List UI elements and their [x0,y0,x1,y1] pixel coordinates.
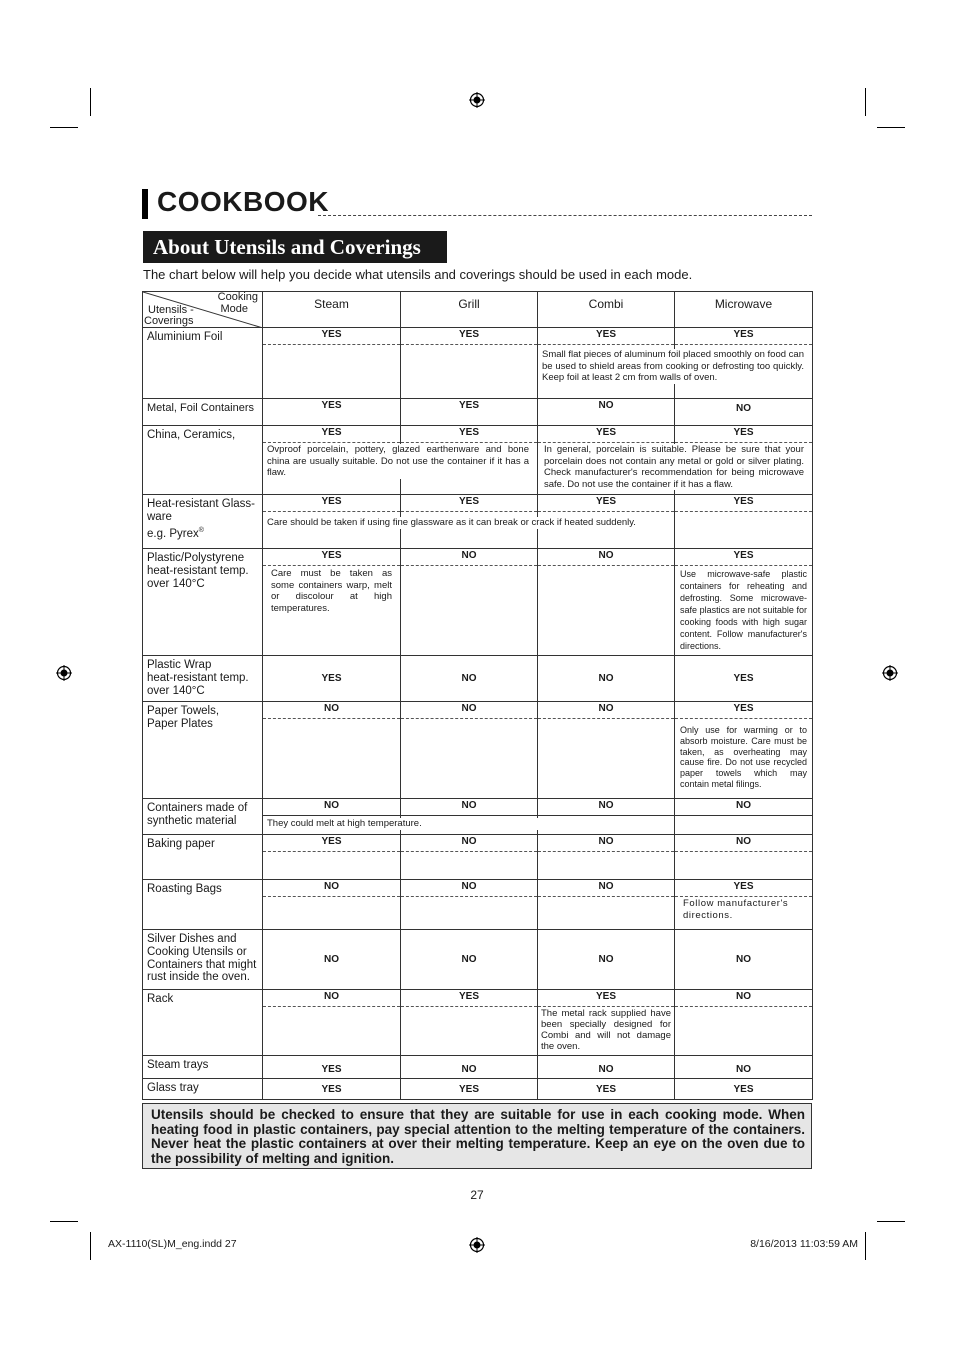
table-row [143,549,813,656]
cell-note: Follow manufacturer's directions. [683,898,789,921]
cell-value: NO [736,403,751,414]
cell-value: NO [675,799,812,816]
table-row [143,426,813,495]
cell-value: YES [675,328,812,345]
cell-value: YES [263,328,400,345]
cell-value: NO [538,880,674,897]
intro-text: The chart below will help you decide what utensils and coverings should be used in each mode. [143,267,693,282]
cell-value: NO [598,1063,614,1075]
table-row [143,1056,813,1079]
cell-value: YES [263,426,400,443]
table-row [143,990,813,1056]
cell-value: NO [263,880,400,897]
row-label: Heat-resistant Glass- ware e.g. Pyrex® [143,495,263,549]
cell-value: NO [598,954,614,965]
cell-value: YES [538,990,674,1007]
registration-mark-icon [882,665,898,681]
cell-value: YES [321,1083,342,1095]
cell-value: YES [458,1083,479,1095]
cell-value: YES [733,1083,754,1095]
cell-note: In general, porcelain is suitable. Please be sure that your porcelain does not contain any metal or gold or silver plating. Check manufacturer's recommendation for being microwave safe. Do not use the container if it has a flaw. [544,444,804,490]
cell-value: YES [675,880,812,897]
cell-value: YES [538,495,674,512]
cell-value: YES [675,495,812,512]
row-label: Metal, Foil Containers [143,399,263,426]
cell-value: NO [324,954,339,965]
table-row [143,495,813,549]
cell-value: NO [461,954,477,965]
row-label: Baking paper [143,835,263,880]
cell-value: NO [538,702,674,719]
cell-value: YES [401,328,537,345]
crop-mark [90,1232,91,1260]
cell-value: YES [595,1083,616,1095]
crop-mark [50,127,78,128]
cell-value: NO [401,702,537,719]
footer-timestamp: 8/16/2013 11:03:59 AM [750,1238,858,1250]
cell-value: NO [675,835,812,852]
cell-value: NO [401,549,537,566]
cell-note: Small flat pieces of aluminum foil placed smoothly on food can be used to shield areas from cooking or defrosting too quickly. Keep foil at least 2 cm from walls of oven. [542,349,804,383]
cell-value: NO [461,673,477,684]
cell-value: YES [263,835,400,852]
crop-mark [865,88,866,116]
warning-box: Utensils should be checked to ensure that they are suitable for use in each cooking mode. When heating food in plastic containers, pay special attention to the melting temperature of the containers. Never heat the plastic containers at over their melting temperature. Keep an eye on the oven due to the possibility of melting and ignition. [142,1103,812,1169]
table-row [143,930,813,990]
corner-utensils: Utensils - [148,304,194,316]
row-label: Plastic/Polystyrene heat-resistant temp. over 140°C [143,549,263,656]
cell-note: Use microwave-safe plastic containers for reheating and defrosting. Some microwave-safe plastics are not suitable for cooking foods with high sugar content. Follow manufacturer's directions. [680,569,807,651]
cell-value: NO [598,400,614,411]
table-row [143,328,813,399]
corner-cooking: Cooking [217,291,258,303]
cell-value: NO [538,835,674,852]
row-label: Rack [143,990,263,1056]
chapter-marker [142,189,148,219]
table-row [143,1079,813,1100]
row-label: Glass tray [143,1079,263,1100]
cell-value: YES [458,400,479,411]
row-label: Roasting Bags [143,880,263,930]
row-label: Silver Dishes and Cooking Utensils or Containers that might rust inside the oven. [143,930,263,990]
table-row [143,799,813,835]
cell-value: NO [401,799,537,816]
cell-value: YES [538,426,674,443]
cell-value: YES [675,426,812,443]
cell-value: YES [263,495,400,512]
cell-value: YES [733,673,754,684]
row-label: Steam trays [143,1056,263,1079]
cell-value: NO [263,990,400,1007]
chapter-rule [318,215,812,216]
cell-value: YES [401,426,537,443]
row-label: Containers made of synthetic material [143,799,263,835]
table-row [143,656,813,702]
crop-mark [865,1232,866,1260]
crop-mark [90,88,91,116]
row-label: Paper Towels, Paper Plates [143,702,263,799]
cell-value: YES [675,702,812,719]
column-header-steam: Steam [263,292,401,328]
cell-note: The metal rack supplied have been specially designed for Combi and will not damage the oven. [541,1008,671,1052]
column-header-combi: Combi [538,292,675,328]
crop-mark [877,127,905,128]
table-row [143,702,813,799]
row-label: China, Ceramics, [143,426,263,495]
cell-note: Care must be taken as some containers warp, melt or discolour at high temperatures. [271,568,392,614]
registration-mark-icon [56,665,72,681]
cell-note: They could melt at high temperature. [267,818,667,830]
cell-value: NO [736,1063,751,1075]
cell-value: NO [538,799,674,816]
table-row [143,835,813,880]
table-row [143,880,813,930]
cell-value: NO [401,835,537,852]
cell-value: NO [538,549,674,566]
crop-mark [50,1221,78,1222]
cell-value: YES [401,495,537,512]
cell-note: Care should be taken if using fine glassware as it can break or crack if heated suddenly. [267,517,669,529]
crop-mark [877,1221,905,1222]
cell-value: YES [675,549,812,566]
cell-value: YES [538,328,674,345]
chapter-title: COOKBOOK [157,186,329,217]
corner-mode: Mode [220,303,248,315]
cell-value: NO [263,702,400,719]
section-title: About Utensils and Coverings [143,231,447,263]
cell-value: YES [401,990,537,1007]
cell-note: Only use for warming or to absorb moisture. Care must be taken, as overheating may cause fire. Do not use recycled paper towels which may contain metal filings. [680,725,807,789]
cell-value: NO [263,799,400,816]
cell-value: YES [321,400,342,411]
table-row [143,399,813,426]
table-corner-cell [143,292,263,328]
registration-mark-icon [469,92,485,108]
utensils-table [142,291,813,1100]
footer-file: AX-1110(SL)M_eng.indd 27 [108,1238,237,1250]
column-header-microwave: Microwave [675,292,813,328]
cell-value: NO [736,954,751,965]
cell-value: YES [321,673,342,684]
cell-value: NO [598,673,614,684]
corner-coverings: Coverings [144,315,194,327]
cell-value: YES [321,1063,342,1075]
cell-value: YES [263,549,400,566]
page-number: 27 [470,1188,484,1202]
column-header-grill: Grill [401,292,538,328]
cell-value: NO [461,1063,477,1075]
cell-note: Ovproof porcelain, pottery, glazed earthenware and bone china are usually suitable. Do not use the container if it has a flaw. [267,444,529,478]
registration-mark-icon [469,1237,485,1253]
cell-value: NO [675,990,812,1007]
cell-value: NO [401,880,537,897]
row-label: Aluminium Foil [143,328,263,399]
row-label: Plastic Wrap heat-resistant temp. over 140°C [143,656,263,702]
